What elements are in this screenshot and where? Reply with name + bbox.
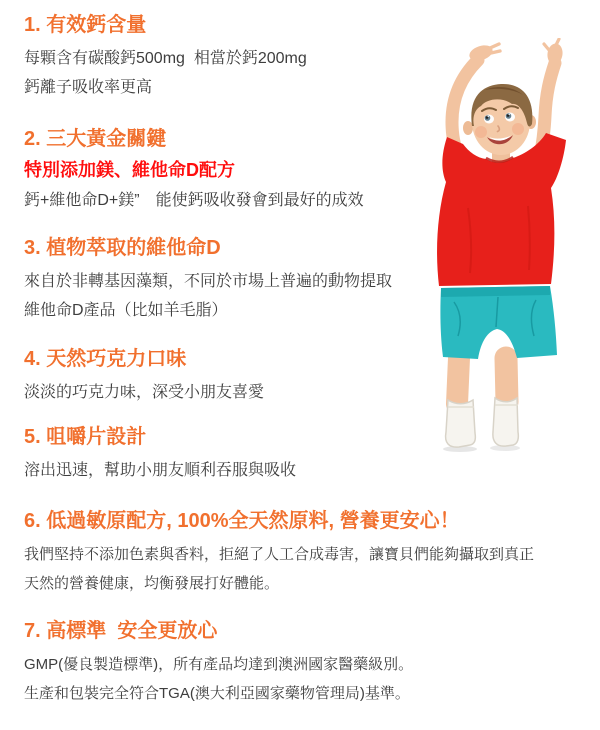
section-6-text-line: 天然的營養健康，均衡發展打好體能。 bbox=[24, 575, 280, 592]
section-4-text-line: 淡淡的巧克力味，深受小朋友喜愛 bbox=[24, 384, 265, 401]
section-high-standard bbox=[24, 619, 600, 708]
section-6-heading: 6. 低過敏原配方, 100%全天然原料, 營養更安心！ bbox=[24, 510, 460, 532]
boy-legs bbox=[457, 358, 507, 404]
section-2-subheading: 特別添加鎂、維他命D配方 bbox=[24, 160, 235, 180]
boy-shorts bbox=[440, 286, 557, 359]
section-5-text-line: 溶出迅速，幫助小朋友順利吞服與吸收 bbox=[24, 462, 297, 479]
section-hypoallergenic bbox=[24, 509, 600, 598]
ear bbox=[463, 121, 473, 135]
section-2-heading: 2. 三大黃金關鍵 bbox=[24, 128, 167, 150]
section-3-text-line: 來自於非轉基因藻類，不同於市場上普遍的動物提取 bbox=[24, 273, 393, 290]
section-1-text-line: 每顆含有碳酸鈣500mg 相當於鈣200mg bbox=[24, 50, 307, 67]
section-7-text-line: 生產和包裝完全符合TGA(澳大利亞國家藥物管理局)基準。 bbox=[24, 685, 410, 702]
section-1-heading: 1. 有效鈣含量 bbox=[24, 14, 147, 36]
section-3-heading: 3. 植物萃取的維他命D bbox=[24, 237, 221, 259]
boy-head bbox=[463, 84, 536, 164]
section-7-heading: 7. 高標準 安全更放心 bbox=[24, 620, 218, 642]
section-5-heading: 5. 咀嚼片設計 bbox=[24, 426, 147, 448]
section-7-text-line: GMP(優良製造標準)，所有產品均達到澳洲國家醫藥級別。 bbox=[24, 656, 414, 673]
section-4-heading: 4. 天然巧克力口味 bbox=[24, 348, 187, 370]
section-3-text-line: 維他命D產品（比如羊毛脂） bbox=[24, 302, 228, 319]
boy-illustration bbox=[400, 38, 600, 478]
section-2-text-line: 鈣+維他命D+鎂” 能使鈣吸收發會到最好的成效 bbox=[24, 192, 364, 209]
section-1-text-line: 鈣離子吸收率更高 bbox=[24, 79, 153, 96]
boy-socks bbox=[446, 398, 519, 447]
section-6-text-line: 我們堅持不添加色素與香料，拒絕了人工合成毒害，讓寶貝們能夠攝取到真正 bbox=[24, 546, 535, 563]
child-photo bbox=[400, 38, 600, 478]
